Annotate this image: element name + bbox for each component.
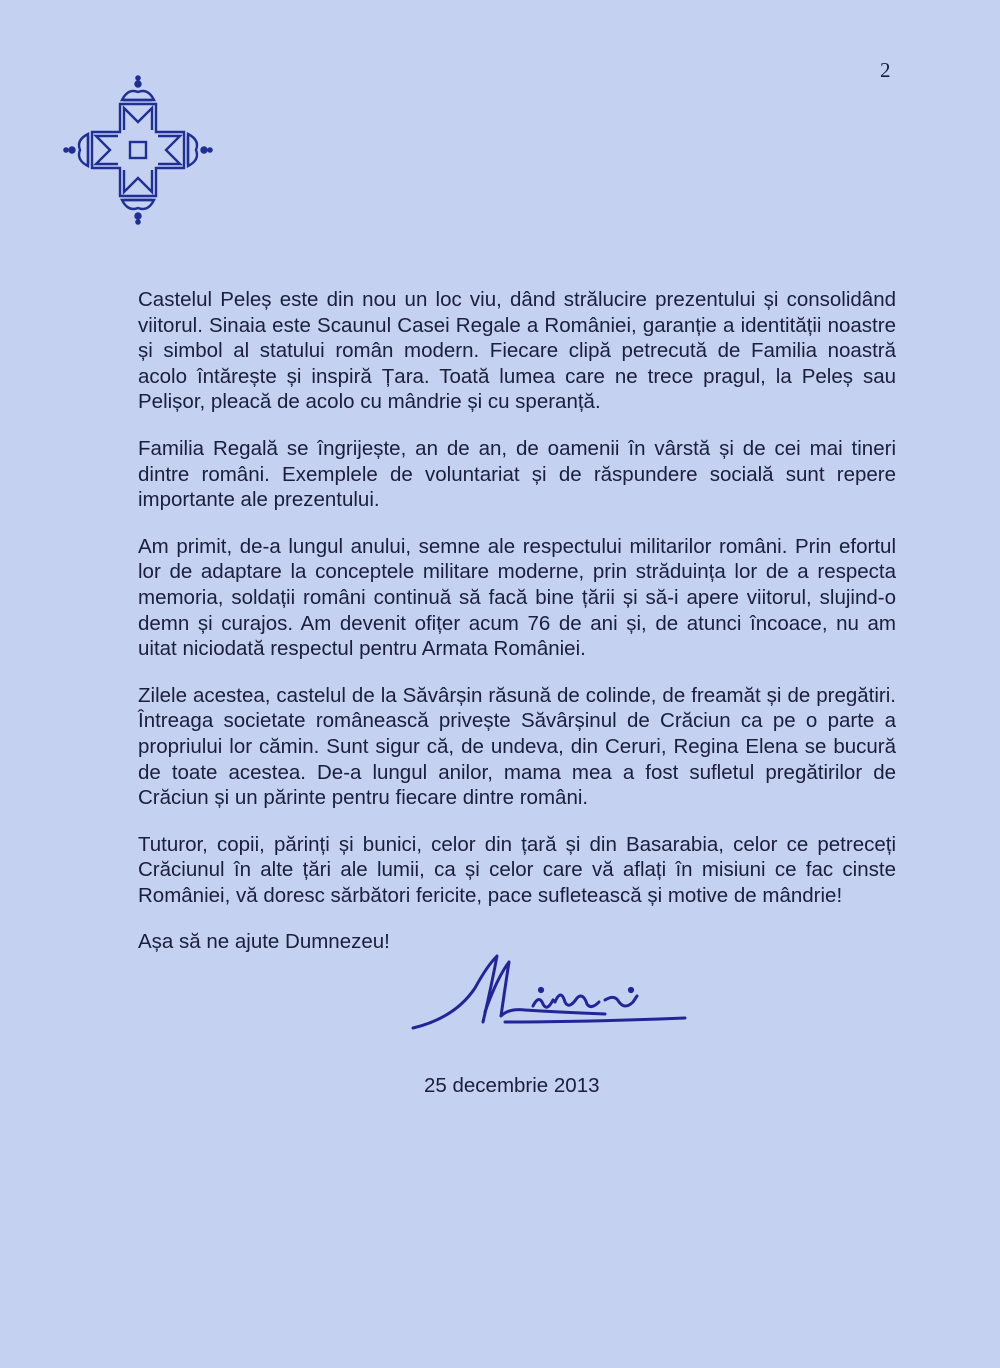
- page-number: 2: [880, 58, 891, 82]
- letter-date: 25 decembrie 2013: [424, 1074, 600, 1097]
- paragraph-castle: Castelul Peleș este din nou un loc viu, dând strălucire prezentului și consolidând viitorul. Sinaia este Scaunul Casei Regale a României, garanție a identității noastre și simbol al statului român modern. Fiecare clipă petrecută de Familia noastră acolo întărește și inspiră Țara. Toată lumea care ne trece pragul, la Peleș sau Pelișor, pleacă de acolo cu mândrie și cu speranță.: [138, 288, 896, 414]
- handwritten-signature-icon: [405, 948, 705, 1043]
- paragraph-family: Familia Regală se îngrijește, an de an, de oamenii în vârstă și de cei mai tineri dintre români. Exemplele de voluntariat și de răspundere socială sunt repere importante ale prezentului.: [138, 436, 896, 512]
- paragraph-closing: Așa să ne ajute Dumnezeu!: [138, 930, 390, 954]
- paragraph-military: Am primit, de-a lungul anului, semne ale respectului militarilor români. Prin efortul lor de adaptare la conceptele militare moderne, prin străduința lor de a respecta memoria, soldații români continuă să facă bine țării și să-i apere viitorul, slujind-o demn și curajos. Am devenit ofițer acum 76 de ani și, de atunci încoace, nu am uitat niciodată respectul pentru Armata României.: [138, 534, 896, 661]
- letter-body: [138, 287, 896, 976]
- paragraph-wishes: Tuturor, copii, părinți și bunici, celor din țară și din Basarabia, celor ce petreceți Crăciunul în alte țări ale lumii, ca și celor care vă aflați în misiuni ce fac cinste României, vă doresc sărbători fericite, pace sufletească și motive de mândrie!: [138, 832, 896, 907]
- paragraph-savarsin: Zilele acestea, castelul de la Săvârșin răsună de colinde, de freamăt și de pregătiri. Întreaga societate românească privește Săvârșinul de Crăciun ca pe o parte a propriului lor cămin. Sunt sigur că, de undeva, din Ceruri, Regina Elena se bucură de toate acestea. De-a lungul anilor, mama mea a fost sufletul pregătirilor de Crăciun și un părinte pentru fiecare dintre români.: [138, 683, 896, 810]
- royal-cross-monogram-icon: [58, 70, 218, 230]
